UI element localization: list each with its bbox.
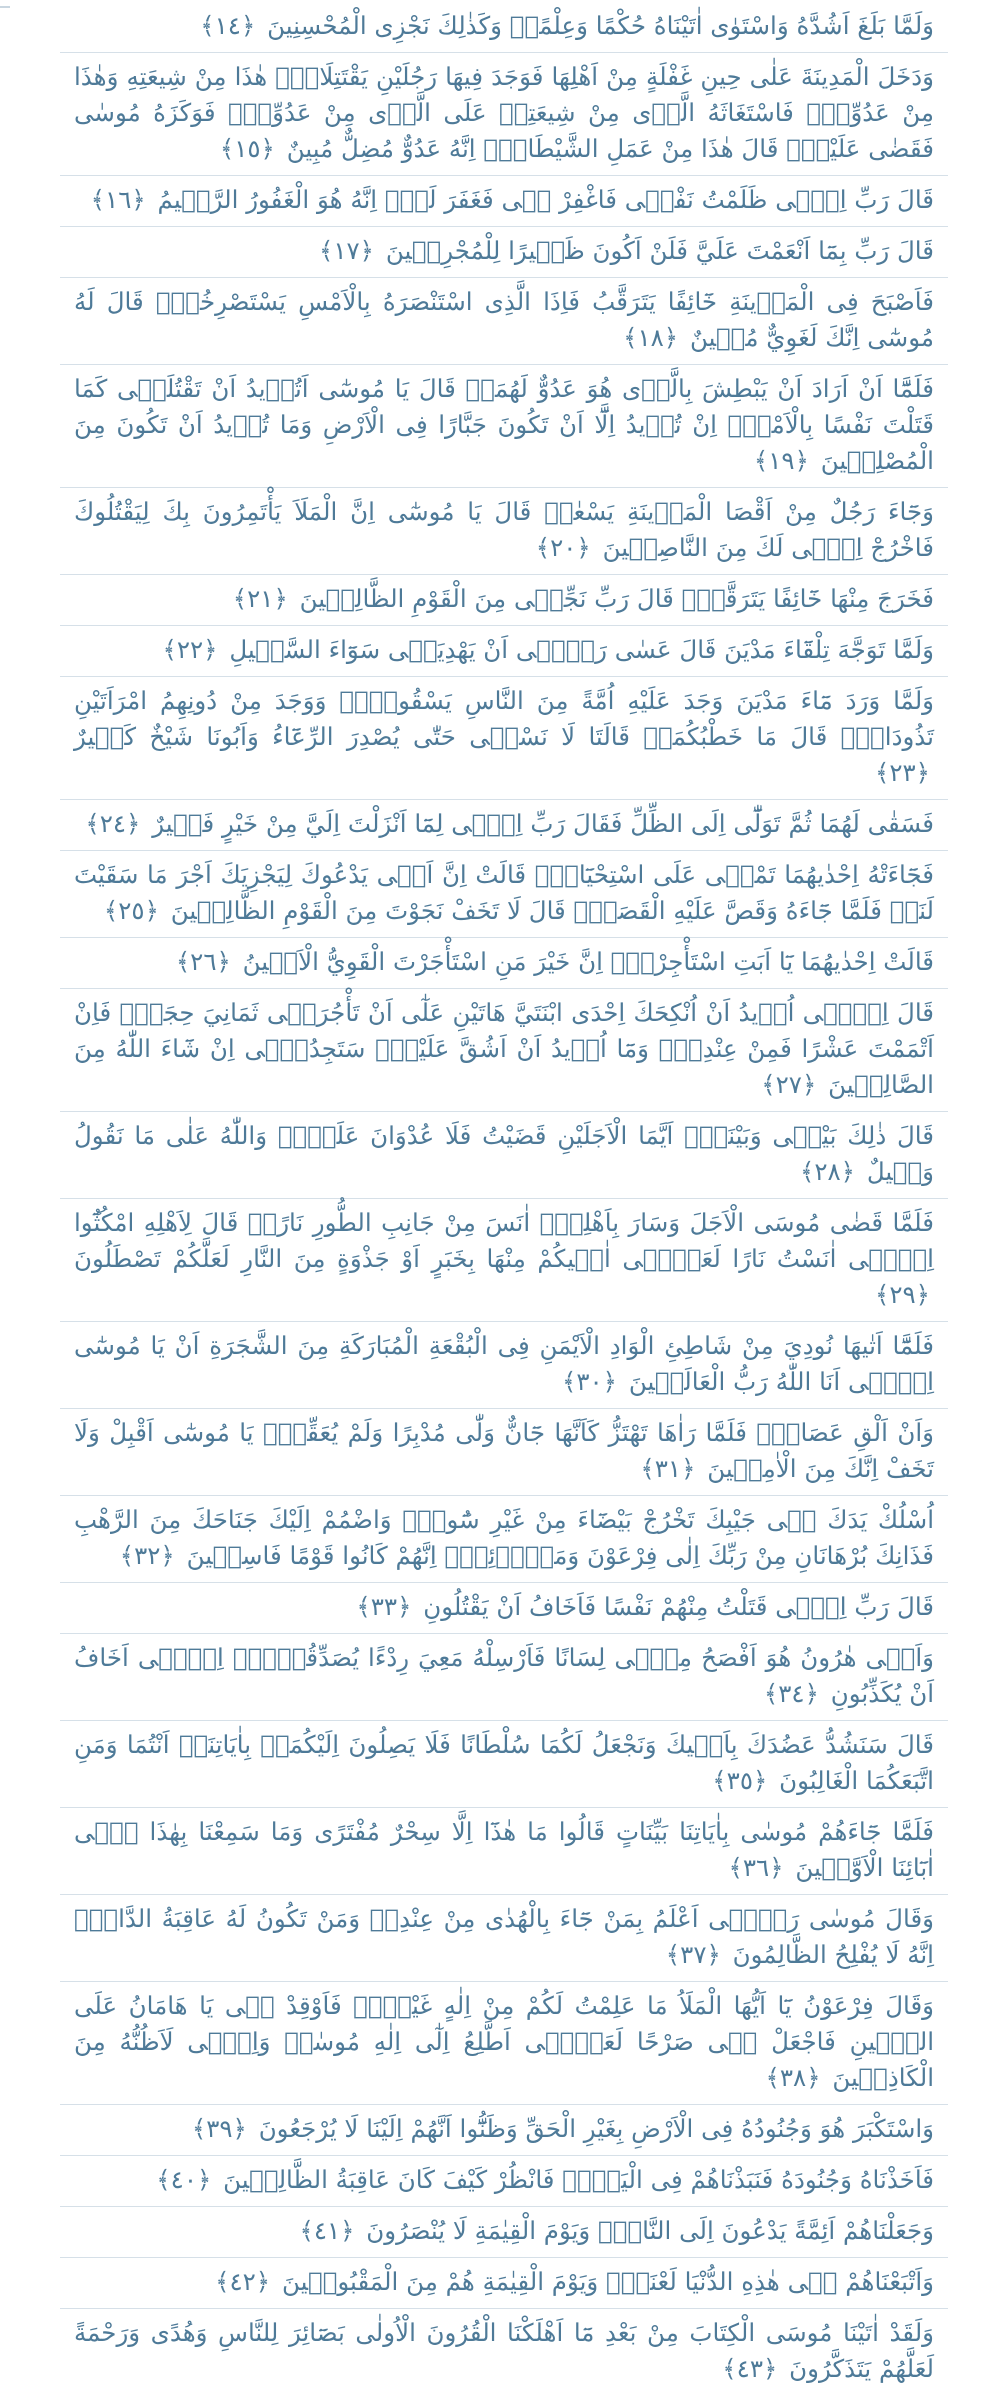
verse-item	[60, 176, 948, 227]
verse-number-marker: ﴿٣١﴾	[640, 1454, 696, 1483]
verse-item	[60, 2309, 948, 2395]
verse-text: وَجَعَلْنَاهُمْ اَئِمَّةً يَدْعُونَ اِلَى النَّارِۚ وَيَوْمَ الْقِيٰمَةِ لَا يُنْصَرُونَ	[366, 2216, 934, 2245]
verse-number-marker: ﴿٣٣﴾	[356, 1592, 412, 1621]
verse-item	[60, 278, 948, 365]
verse-item	[60, 1895, 948, 1982]
verse-text: وَلَقَدْ اٰتَيْنَا مُوسَى الْكِتَابَ مِنْ بَعْدِ مَٓا اَهْلَكْنَا الْقُرُونَ الْاُولٰى بَصَٓائِرَ لِلنَّاسِ وَهُدًى وَرَحْمَةً لَعَلَّهُمْ يَتَذَكَّرُونَ	[74, 2318, 934, 2383]
verse-item	[60, 626, 948, 677]
verse-item	[60, 1112, 948, 1199]
verse-text: وَلَمَّا تَوَجَّهَ تِلْقَٓاءَ مَدْيَنَ قَالَ عَسٰى رَبّٖٓى اَنْ يَهْدِيَنٖى سَوَٓاءَ السَّبٖيلِ	[229, 635, 934, 664]
verse-text: وَقَالَ فِرْعَوْنُ يَٓا اَيُّهَا الْمَلَاُ مَا عَلِمْتُ لَكُمْ مِنْ اِلٰهٍ غَيْرٖيۚ فَاَوْقِدْ لٖى يَا هَامَانُ عَلَى الطّٖينِ فَاجْعَلْ لٖى صَرْحًا لَعَلّٖٓى اَطَّلِعُ اِلٰٓى اِلٰهِ مُوسٰىۙ وَاِنّٖى لَاَظُنُّهُ مِنَ الْكَاذِبٖينَ	[74, 1991, 934, 2092]
verse-item	[60, 938, 948, 989]
verse-number-marker: ﴿٣٠﴾	[561, 1367, 618, 1396]
verse-text: وَجَٓاءَ رَجُلٌ مِنْ اَقْصَا الْمَدٖينَةِ يَسْعٰىۘ قَالَ يَا مُوسٰٓى اِنَّ الْمَلَاَ يَأْتَمِرُونَ بِكَ لِيَقْتُلُوكَ فَاخْرُجْ اِنّٖى لَكَ مِنَ النَّاصِحٖينَ	[74, 497, 934, 562]
verse-text: فَاَخَذْنَاهُ وَجُنُودَهُ فَنَبَذْنَاهُمْ فِى الْيَمِّۚ فَانْظُرْ كَيْفَ كَانَ عَاقِبَةُ الظَّالِمٖينَ	[223, 2165, 934, 2194]
top-left-rule	[0, 0, 10, 8]
verse-item	[60, 800, 948, 851]
verse-item	[60, 1583, 948, 1634]
verse-number-marker: ﴿١٧﴾	[318, 236, 375, 265]
verse-item	[60, 677, 948, 800]
verse-text: فَخَرَجَ مِنْهَا خَٓائِفًا يَتَرَقَّبُۘ قَالَ رَبِّ نَجِّنٖى مِنَ الْقَوْمِ الظَّالِمٖينَ	[299, 584, 934, 613]
verse-number-marker: ﴿٢٨﴾	[799, 1157, 856, 1186]
verse-number-marker: ﴿١٨﴾	[623, 323, 679, 352]
verse-text: وَلَمَّا وَرَدَ مَٓاءَ مَدْيَنَ وَجَدَ عَلَيْهِ اُمَّةً مِنَ النَّاسِ يَسْقُونَ۬ۘ وَوَجَدَ مِنْ دُونِهِمُ امْرَاَتَيْنِ تَذُودَانِۚ قَالَ مَا خَطْبُكُمَاۜ قَالَتَا لَا نَسْقٖى حَتّٰى يُصْدِرَ الرِّعَٓاءُ وَاَبُونَا شَيْخٌ كَبٖيرٌ	[74, 686, 934, 751]
verse-number-marker: ﴿٢٥﴾	[103, 896, 159, 925]
verse-item	[60, 1808, 948, 1895]
verse-text: قَالَتْ اِحْدٰيهُمَا يَٓا اَبَتِ اسْتَأْجِرْهُۘ اِنَّ خَيْرَ مَنِ اسْتَأْجَرْتَ الْقَوِيُّ الْاَمٖينُ	[242, 947, 934, 976]
verse-number-marker: ﴿١٦﴾	[90, 185, 146, 214]
verse-item	[60, 1322, 948, 1409]
verse-number-marker: ﴿٣٥﴾	[712, 1766, 768, 1795]
verse-item	[60, 1409, 948, 1496]
verse-number-marker: ﴿٤١﴾	[299, 2216, 355, 2245]
verse-text: فَلَمَّا جَٓاءَهُمْ مُوسٰى بِاٰيَاتِنَا بَيِّنَاتٍ قَالُوا مَا هٰذَٓا اِلَّا سِحْرٌ مُفْتَرًى وَمَا سَمِعْنَا بِهٰذَا فٖٓى اٰبَٓائِنَا الْاَوَّلٖينَ	[74, 1817, 934, 1882]
verse-item	[60, 2207, 948, 2258]
verse-item	[60, 2105, 948, 2156]
verse-number-marker: ﴿٢٩﴾	[874, 1280, 930, 1309]
verse-text: وَاسْتَكْبَرَ هُوَ وَجُنُودُهُ فِى الْاَرْضِ بِغَيْرِ الْحَقِّ وَظَنُّٓوا اَنَّهُمْ اِلَيْنَا لَا يُرْجَعُونَ	[258, 2114, 934, 2143]
verse-number-marker: ﴿٣٩﴾	[191, 2114, 247, 2143]
verse-text: قَالَ رَبِّ اِنّٖى ظَلَمْتُ نَفْسٖى فَاغْفِرْ لٖى فَغَفَرَ لَهُۜ اِنَّهُ هُوَ الْغَفُورُ الرَّحٖيمُ	[157, 185, 934, 214]
verse-item	[60, 1634, 948, 1721]
verse-item	[60, 1721, 948, 1808]
verse-text: فَاَصْبَحَ فِى الْمَدٖينَةِ خَٓائِفًا يَتَرَقَّبُ فَاِذَا الَّذِى اسْتَنْصَرَهُ بِالْاَمْسِ يَسْتَصْرِخُهُۜ قَالَ لَهُ مُوسٰٓى اِنَّكَ لَغَوِيٌّ مُبٖينٌ	[74, 287, 934, 352]
verse-text: قَالَ سَنَشُدُّ عَضُدَكَ بِاَخٖيكَ وَنَجْعَلُ لَكُمَا سُلْطَانًا فَلَا يَصِلُونَ اِلَيْكُمَاۚ بِاٰيَاتِنَاۚ اَنْتُمَا وَمَنِ اتَّبَعَكُمَا الْغَالِبُونَ	[74, 1730, 934, 1795]
verse-item	[60, 851, 948, 938]
verse-text: وَاَتْبَعْنَاهُمْ فٖى هٰذِهِ الدُّنْيَا لَعْنَةًۚ وَيَوْمَ الْقِيٰمَةِ هُمْ مِنَ الْمَقْبُوحٖينَ	[281, 2267, 934, 2296]
verse-number-marker: ﴿٢٠﴾	[535, 533, 591, 562]
verse-number-marker: ﴿٣٢﴾	[119, 1541, 175, 1570]
verse-item	[60, 2156, 948, 2207]
verse-item	[60, 2258, 948, 2309]
verse-text: وَلَمَّا بَلَغَ اَشُدَّهُ وَاسْتَوٰى اٰتَيْنَاهُ حُكْمًا وَعِلْمًاۜ وَكَذٰلِكَ نَجْزِى الْمُحْسِنِينَ	[267, 11, 934, 40]
verse-item	[60, 53, 948, 176]
verse-list	[60, 2, 948, 2395]
verse-number-marker: ﴿٣٦﴾	[728, 1853, 784, 1882]
verse-text: فَلَمَّٓا اَتٰيهَا نُودِيَ مِنْ شَاطِئِ الْوَادِ الْاَيْمَنِ فِى الْبُقْعَةِ الْمُبَارَكَةِ مِنَ الشَّجَرَةِ اَنْ يَا مُوسٰٓى اِنّٖٓى اَنَا اللّٰهُ رَبُّ الْعَالَمٖينَ	[74, 1331, 934, 1396]
verse-item	[60, 365, 948, 488]
verse-number-marker: ﴿١٤﴾	[200, 11, 256, 40]
verse-text: قَالَ اِنّٖٓى اُرٖيدُ اَنْ اُنْكِحَكَ اِحْدَى ابْنَتَيَّ هَاتَيْنِ عَلٰٓى اَنْ تَأْجُرَنٖى ثَمَانِيَ حِجَجٍۚ فَاِنْ اَتْمَمْتَ عَشْرًا فَمِنْ عِنْدِكَۚ وَمَٓا اُرٖيدُ اَنْ اَشُقَّ عَلَيْكَۜ سَتَجِدُنٖٓى اِنْ شَٓاءَ اللّٰهُ مِنَ الصَّالِحٖينَ	[74, 998, 934, 1099]
verse-number-marker: ﴿٢٢﴾	[162, 635, 218, 664]
verse-number-marker: ﴿٤٠﴾	[156, 2165, 212, 2194]
verse-number-marker: ﴿٤٣﴾	[722, 2354, 778, 2383]
verse-number-marker: ﴿٢٦﴾	[175, 947, 231, 976]
verse-text: اُسْلُكْ يَدَكَ فٖى جَيْبِكَ تَخْرُجْ بَيْضَٓاءَ مِنْ غَيْرِ سُٓوءٍۘ وَاضْمُمْ اِلَيْكَ جَنَاحَكَ مِنَ الرَّهْبِ فَذَانِكَ بُرْهَانَانِ مِنْ رَبِّكَ اِلٰى فِرْعَوْنَ وَمَلَا۬ئِهٖۜ اِنَّهُمْ كَانُوا قَوْمًا فَاسِقٖينَ	[74, 1505, 934, 1570]
verse-item	[60, 989, 948, 1112]
verse-text: قَالَ رَبِّ اِنّٖى قَتَلْتُ مِنْهُمْ نَفْسًا فَاَخَافُ اَنْ يَقْتُلُونِ	[423, 1592, 934, 1621]
verse-text: قَالَ رَبِّ بِمَٓا اَنْعَمْتَ عَلَيَّ فَلَنْ اَكُونَ ظَهٖيرًا لِلْمُجْرِمٖينَ	[385, 236, 934, 265]
verse-text: وَاَنْ اَلْقِ عَصَاكَۜ فَلَمَّا رَاٰهَا تَهْتَزُّ كَاَنَّهَا جَٓانٌّ وَلّٰى مُدْبِرًا وَلَمْ يُعَقِّبْۜ يَا مُوسٰٓى اَقْبِلْ وَلَا تَخَفْ اِنَّكَ مِنَ الْاٰمِنٖينَ	[74, 1418, 934, 1483]
verse-item	[60, 488, 948, 575]
verse-text: وَقَالَ مُوسٰى رَبّٖٓى اَعْلَمُ بِمَنْ جَٓاءَ بِالْهُدٰى مِنْ عِنْدِهٖ وَمَنْ تَكُونُ لَهُ عَاقِبَةُ الدَّارِۜ اِنَّهُ لَا يُفْلِحُ الظَّالِمُونَ	[74, 1904, 934, 1969]
verse-item	[60, 2, 948, 53]
verse-number-marker: ﴿٢٤﴾	[85, 809, 141, 838]
verse-text: فَجَٓاءَتْهُ اِحْدٰيهُمَا تَمْشٖى عَلَى اسْتِحْيَٓاءٍۘ قَالَتْ اِنَّ اَبٖى يَدْعُوكَ لِيَجْزِيَكَ اَجْرَ مَا سَقَيْتَ لَنَاۜ فَلَمَّا جَٓاءَهُ وَقَصَّ عَلَيْهِ الْقَصَصَۙ قَالَ لَا تَخَفْ نَجَوْتَ مِنَ الْقَوْمِ الظَّالِمٖينَ	[74, 860, 934, 925]
verse-item	[60, 575, 948, 626]
verse-item	[60, 227, 948, 278]
verse-number-marker: ﴿٤٢﴾	[215, 2267, 271, 2296]
verse-text: وَاَخٖى هٰرُونُ هُوَ اَفْصَحُ مِنّٖى لِسَانًا فَاَرْسِلْهُ مَعِيَ رِدْءًا يُصَدِّقُنٖٓىۘ اِنّٖٓى اَخَافُ اَنْ يُكَذِّبُونِ	[74, 1643, 934, 1708]
verse-number-marker: ﴿٢٧﴾	[761, 1070, 817, 1099]
verse-number-marker: ﴿١٥﴾	[219, 134, 275, 163]
verse-number-marker: ﴿٢١﴾	[232, 584, 288, 613]
verse-item	[60, 1982, 948, 2105]
verse-text: فَلَمَّٓا اَنْ اَرَادَ اَنْ يَبْطِشَ بِالَّذٖى هُوَ عَدُوٌّ لَهُمَاۙ قَالَ يَا مُوسٰٓى اَتُرٖيدُ اَنْ تَقْتُلَنٖى كَمَا قَتَلْتَ نَفْسًا بِالْاَمْسِۗ اِنْ تُرٖيدُ اِلَّٓا اَنْ تَكُونَ جَبَّارًا فِى الْاَرْضِ وَمَا تُرٖيدُ اَنْ تَكُونَ مِنَ الْمُصْلِحٖينَ	[74, 374, 934, 475]
verse-number-marker: ﴿٣٧﴾	[665, 1940, 721, 1969]
verse-number-marker: ﴿٣٤﴾	[763, 1679, 819, 1708]
verse-number-marker: ﴿٣٨﴾	[765, 2063, 821, 2092]
verse-text: فَسَقٰى لَهُمَا ثُمَّ تَوَلّٰٓى اِلَى الظِّلِّ فَقَالَ رَبِّ اِنّٖى لِمَٓا اَنْزَلْتَ اِلَيَّ مِنْ خَيْرٍ فَقٖيرٌ	[152, 809, 934, 838]
verse-text: وَدَخَلَ الْمَدِينَةَ عَلٰى حِينِ غَفْلَةٍ مِنْ اَهْلِهَا فَوَجَدَ فِيهَا رَجُلَيْنِ يَقْتَتِلَانِۘ هٰذَا مِنْ شِيعَتِهِ وَهٰذَا مِنْ عَدُوِّهِۚ فَاسْتَغَاثَهُ الَّذٖى مِنْ شِيعَتِهٖ عَلَى الَّذٖى مِنْ عَدُوِّهٖۙ فَوَكَزَهُ مُوسٰى فَقَضٰى عَلَيْهِۘ قَالَ هٰذَا مِنْ عَمَلِ الشَّيْطَانِۜ اِنَّهُ عَدُوٌّ مُضِلٌّ مُبِينٌ	[74, 62, 934, 163]
verse-text: فَلَمَّا قَضٰى مُوسَى الْاَجَلَ وَسَارَ بِاَهْلِهٖٓ اٰنَسَ مِنْ جَانِبِ الطُّورِ نَارًاۚ قَالَ لِاَهْلِهِ امْكُثُٓوا اِنّٖٓى اٰنَسْتُ نَارًا لَعَلّٖٓى اٰتٖيكُمْ مِنْهَا بِخَبَرٍ اَوْ جَذْوَةٍ مِنَ النَّارِ لَعَلَّكُمْ تَصْطَلُونَ	[74, 1208, 934, 1273]
verse-number-marker: ﴿١٩﴾	[753, 446, 809, 475]
verse-item	[60, 1496, 948, 1583]
verse-number-marker: ﴿٢٣﴾	[874, 758, 930, 787]
verse-text: قَالَ ذٰلِكَ بَيْنٖى وَبَيْنَكَۜ اَيَّمَا الْاَجَلَيْنِ قَضَيْتُ فَلَا عُدْوَانَ عَلَيَّۜ وَاللّٰهُ عَلٰى مَا نَقُولُ وَكٖيلٌ	[74, 1121, 934, 1186]
verse-item	[60, 1199, 948, 1322]
